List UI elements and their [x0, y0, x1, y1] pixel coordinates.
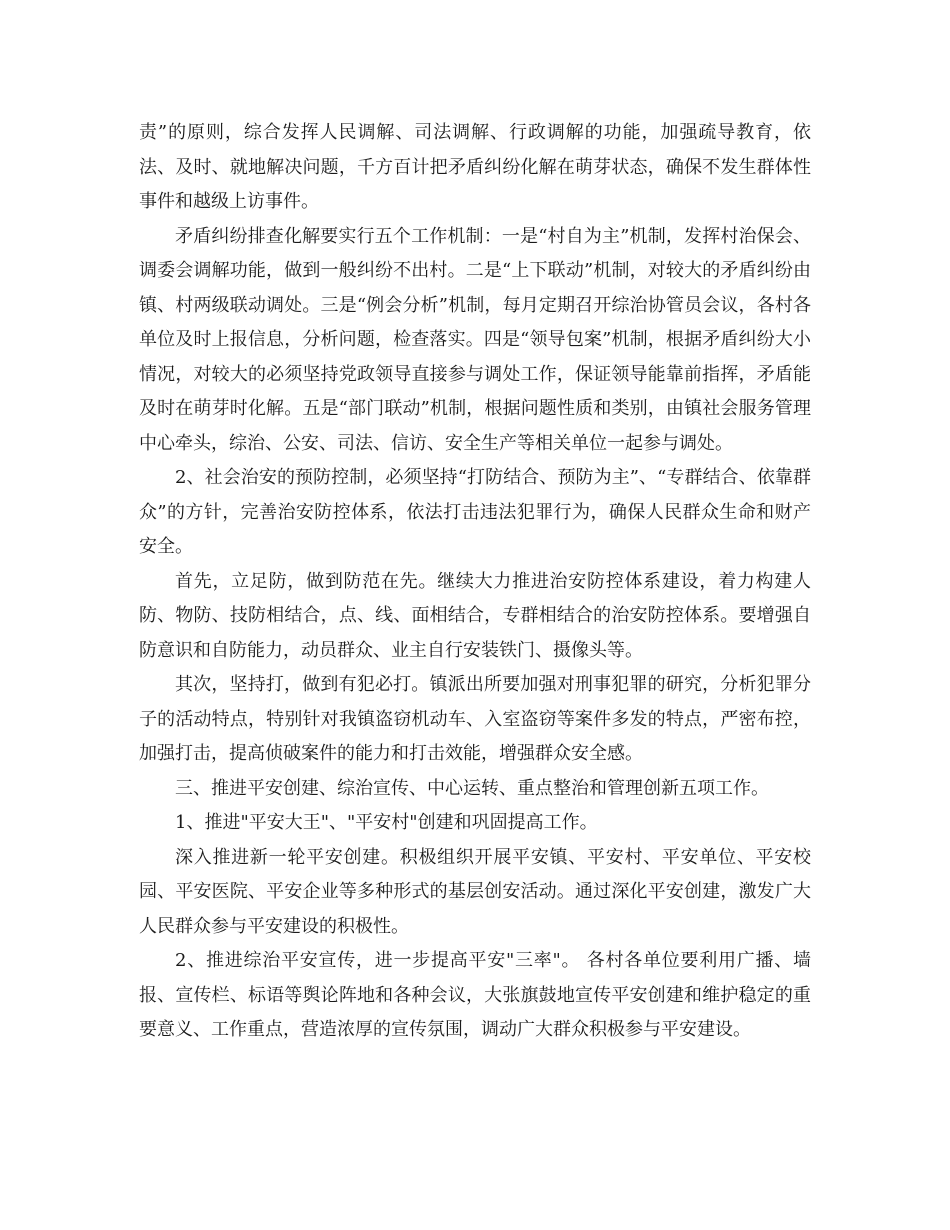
paragraph-dispute-mechanisms: 矛盾纠纷排查化解要实行五个工作机制：一是“村自为主”机制，发挥村治保会、调委会调解功能，做到一般纠纷不出村。二是“上下联动”机制，对较大的矛盾纠纷由镇、村两级联动调处。三是“例会分析”机制，每月定期召开综治协管员会议，各村各单位及时上报信息，分析问题，检查落实。四是“领导包案”机制，根据矛盾纠纷大小情况，对较大的必须坚持党政领导直接参与调处工作，保证领导能靠前指挥，矛盾能及时在萌芽时化解。五是“部门联动”机制，根据问题性质和类别，由镇社会服务管理中心牵头，综治、公安、司法、信访、安全生产等相关单位一起参与调处。: [139, 225, 811, 454]
paragraph-publicity: 2、推进综治平安宣传，进一步提高平安"三率"。 各村各单位要利用广播、墙报、宣传栏、标语等舆论阵地和各种会议，大张旗鼓地宣传平安创建和维护稳定的重要意义、工作重点，营造浓厚的宣传氛围，调动广大群众积极参与平安建设。: [139, 950, 811, 1040]
section-heading-three: 三、推进平安创建、综治宣传、中心运转、重点整治和管理创新五项工作。: [175, 777, 769, 799]
paragraph-public-security-prevention: 2、社会治安的预防控制，必须坚持“打防结合、预防为主”、“专群结合、依靠群众”的方针，完善治安防控体系，依法打击违法犯罪行为，确保人民群众生命和财产安全。: [139, 467, 811, 557]
subheading-safe-creation: 1、推进"平安大王"、"平安村"创建和巩固提高工作。: [175, 812, 598, 833]
paragraph-crackdown: 其次，坚持打，做到有犯必打。镇派出所要加强对刑事犯罪的研究，分析犯罪分子的活动特点，特别针对我镇盗窃机动车、入室盗窃等案件多发的特点，严密布控，加强打击，提高侦破案件的能力和打击效能，增强群众安全感。: [139, 674, 811, 764]
paragraph-continuation: 责”的原则，综合发挥人民调解、司法调解、行政调解的功能，加强疏导教育，依法、及时、就地解决问题，千方百计把矛盾纠纷化解在萌芽状态，确保不发生群体性事件和越级上访事件。: [139, 122, 811, 212]
document-body: [139, 116, 811, 1048]
paragraph-prevention-first: 首先，立足防，做到防范在先。继续大力推进治安防控体系建设，着力构建人防、物防、技防相结合，点、线、面相结合，专群相结合的治安防控体系。要增强自防意识和自防能力，动员群众、业主自行安装铁门、摄像头等。: [139, 570, 811, 661]
paragraph-safe-creation: 深入推进新一轮平安创建。积极组织开展平安镇、平安村、平安单位、平安校园、平安医院、平安企业等多种形式的基层创安活动。通过深化平安创建，激发广大人民群众参与平安建设的积极性。: [139, 846, 811, 937]
